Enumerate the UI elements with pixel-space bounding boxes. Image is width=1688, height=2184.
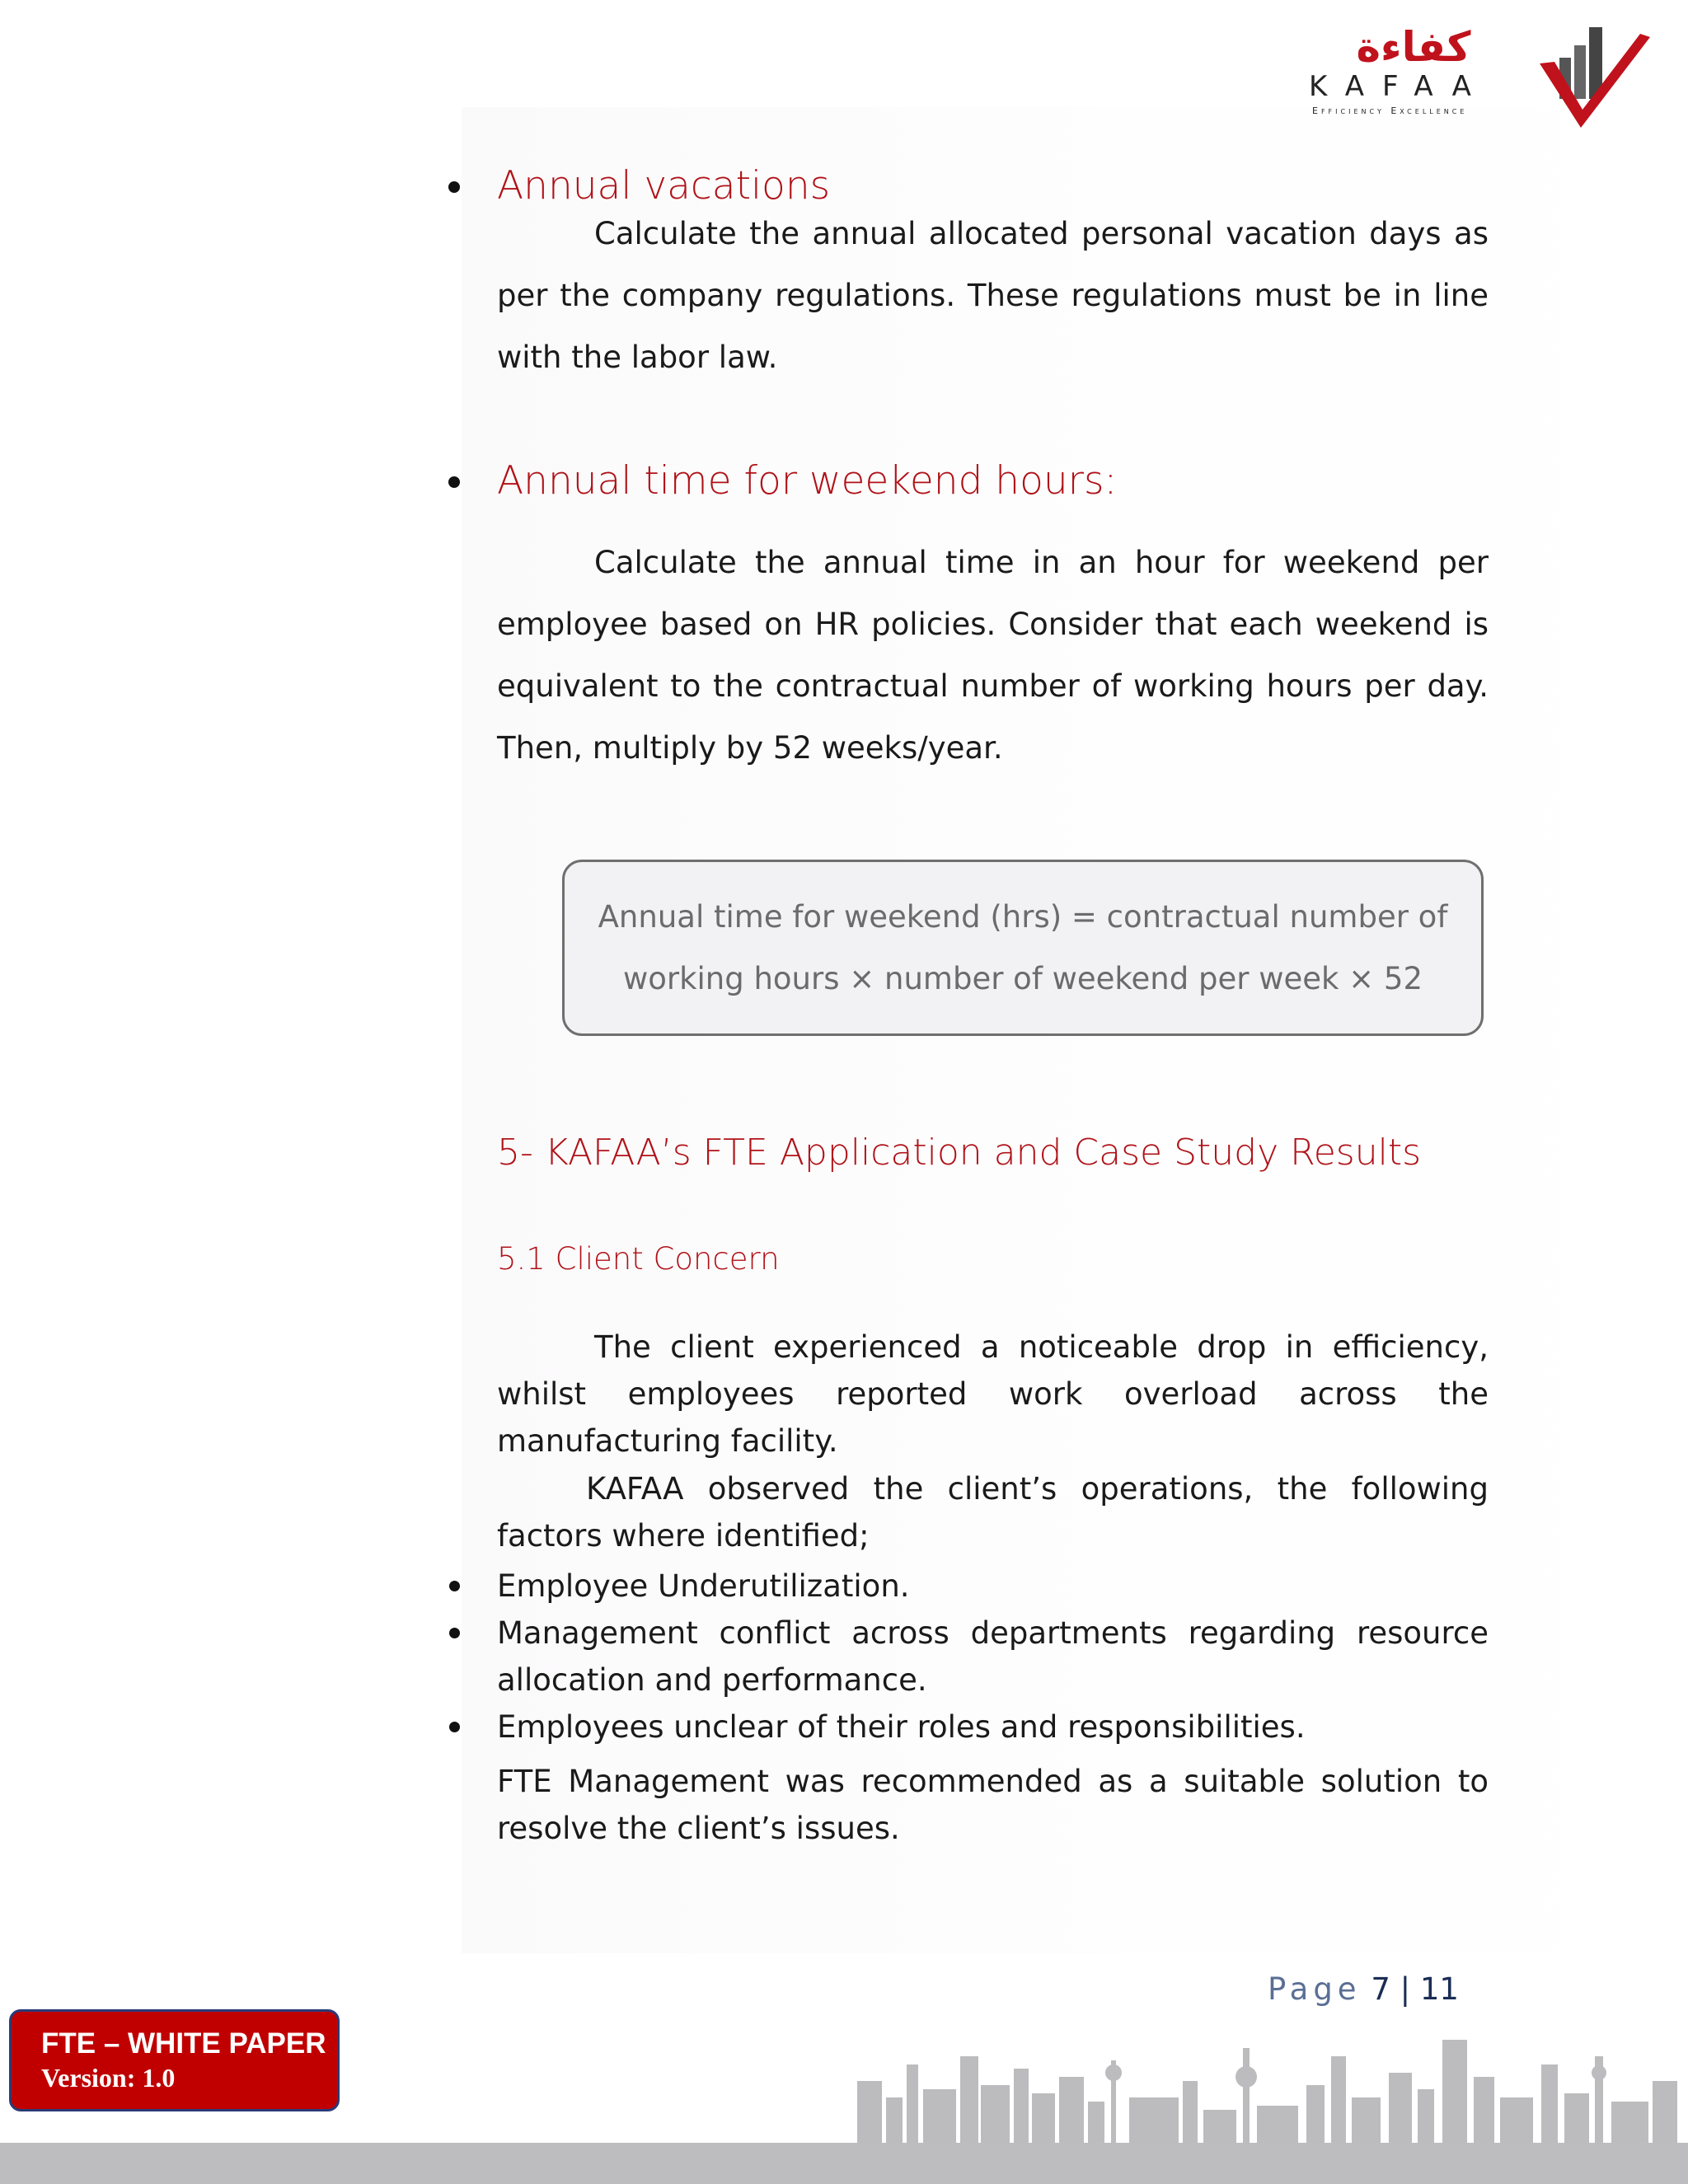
- paragraph-text: Calculate the annual time in an hour for weekend per employee based on HR policies. Consider that each weekend is equivalent to the contractual number of working hours per day. Then, multiply by 52 weeks/year.: [497, 545, 1489, 766]
- bullet-icon: [448, 476, 460, 488]
- logo-name-text: KAFAA: [1309, 70, 1489, 103]
- checkmark-bars-icon: [1533, 12, 1657, 136]
- factors-list: [442, 1563, 1489, 1750]
- kafaa-logo: [1286, 12, 1657, 136]
- formula-line-2: working hours × number of weekend per week × 52: [622, 961, 1423, 996]
- list-item: [442, 1704, 1489, 1750]
- list-item-text: Employees unclear of their roles and responsibilities.: [497, 1709, 1306, 1745]
- page-current: 7: [1371, 1971, 1390, 2007]
- paragraph-observations: [497, 1465, 1489, 1559]
- list-item: [442, 1563, 1489, 1610]
- logo-arabic-text: كفاءة: [1356, 23, 1471, 71]
- page-number: [1268, 1971, 1459, 2007]
- page-total: 11: [1419, 1971, 1459, 2007]
- document-badge: [9, 2009, 340, 2111]
- bullet-icon: [449, 1722, 460, 1732]
- bullet-icon: [449, 1628, 460, 1638]
- section-5-heading: 5- KAFAA’s FTE Application and Case Study Results: [497, 1132, 1421, 1174]
- formula-box: [562, 860, 1484, 1036]
- heading-weekend-hours: Annual time for weekend hours:: [497, 458, 1118, 504]
- paragraph-weekend-hours: [497, 532, 1489, 779]
- page-separator: |: [1400, 1971, 1411, 2007]
- page-label: Page: [1268, 1971, 1362, 2007]
- badge-title: FTE – WHITE PAPER: [41, 2027, 326, 2060]
- paragraph-conclusion: FTE Management was recommended as a suitable solution to resolve the client’s issues.: [497, 1764, 1489, 1846]
- list-item-text: Employee Underutilization.: [497, 1568, 910, 1604]
- bullet-icon: [448, 181, 460, 193]
- paragraph-client-concern: [497, 1324, 1489, 1465]
- list-item-text: Management conflict across departments regarding resource allocation and performance.: [497, 1615, 1489, 1698]
- heading-annual-vacations: Annual vacations: [497, 163, 831, 209]
- bullet-icon: [449, 1581, 460, 1591]
- paragraph-text: Calculate the annual allocated personal vacation days as per the company regulations. These regulations must be in line with the labor law.: [497, 216, 1489, 375]
- paragraph-text: KAFAA observed the client’s operations, the following factors where identified;: [497, 1471, 1489, 1554]
- badge-version: Version: 1.0: [41, 2063, 176, 2093]
- list-item: [442, 1610, 1489, 1704]
- subsection-5-1-heading: 5.1 Client Concern: [497, 1241, 780, 1277]
- city-skyline-graphic: [849, 2040, 1688, 2143]
- logo-tagline: Efficiency Excellence: [1312, 105, 1468, 116]
- paragraph-text: The client experienced a noticeable drop in efficiency, whilst employees reported work overload across the manufacturing facility.: [497, 1329, 1489, 1459]
- paragraph-annual-vacations: [497, 203, 1489, 388]
- formula-line-1: Annual time for weekend (hrs) = contractual number of: [598, 899, 1448, 935]
- footer-bar: [0, 2143, 1688, 2184]
